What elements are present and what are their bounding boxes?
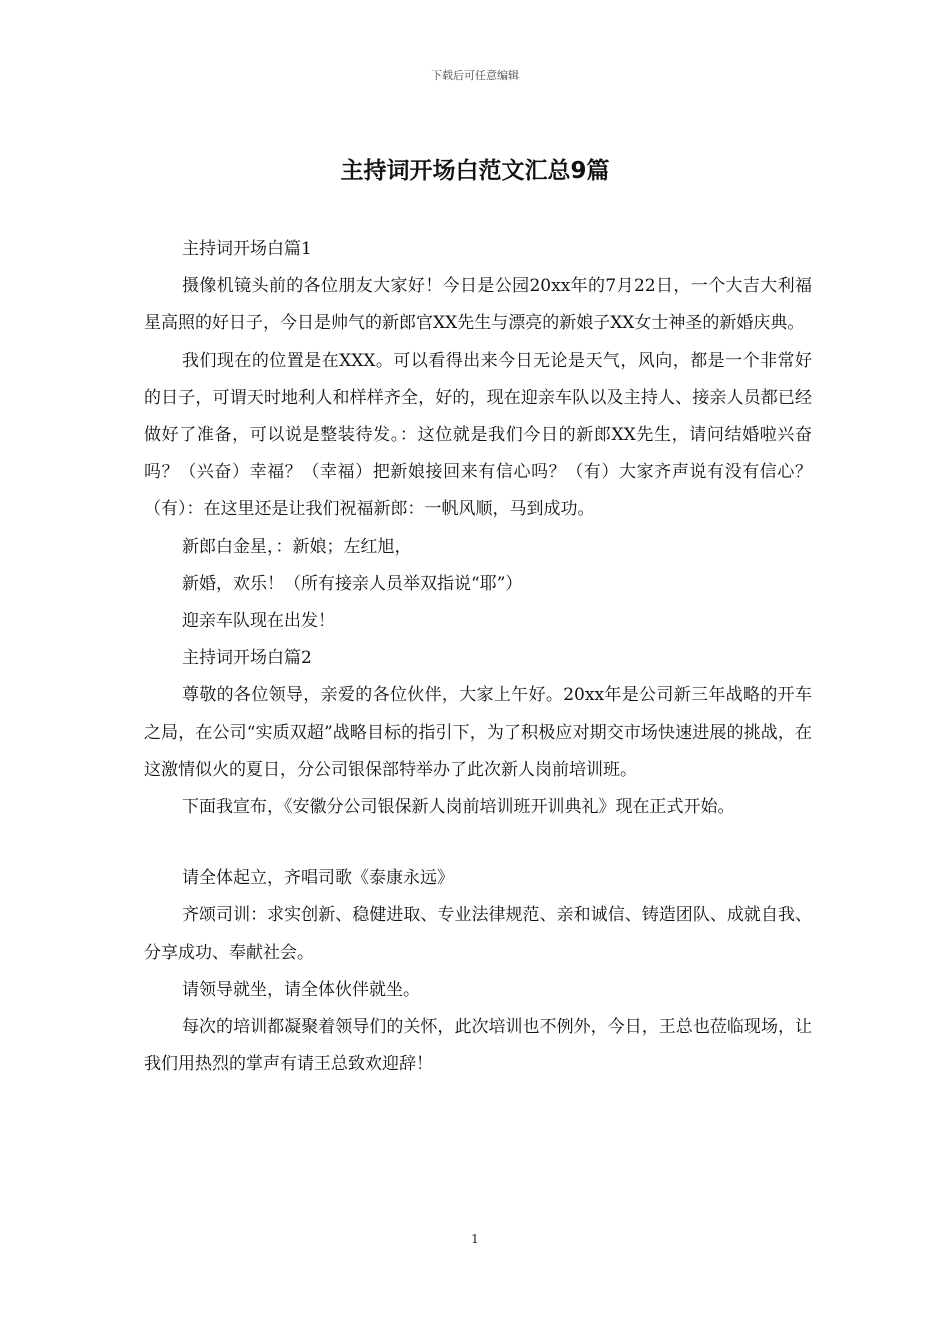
paragraph: 下面我宣布，《安徽分公司银保新人岗前培训班开训典礼》现在正式开始。 (182, 797, 735, 818)
paragraph: 迎亲车队现在出发！ (182, 611, 335, 632)
paragraph: 请全体起立，齐唱司歌《泰康永远》 (182, 868, 454, 889)
paragraph: 每次的培训都凝聚着领导们的关怀，此次培训也不例外，今日，王总也莅临现场，让我们用热烈的掌声有请王总致欢迎辞！ (144, 1017, 812, 1075)
document-title: 主持词开场白范文汇总9篇 (340, 158, 610, 184)
page-header: 下载后可任意编辑 (431, 69, 519, 82)
paragraph: 摄像机镜头前的各位朋友大家好！今日是公园20xx年的7月22日，一个大吉大利福星高照的好日子，今日是帅气的新郎官XX先生与漂亮的新娘子XX女士神圣的新婚庆典。 (144, 276, 812, 334)
paragraph: 齐颂司训：求实创新、稳健进取、专业法律规范、亲和诚信、铸造团队、成就自我、分享成功、奉献社会。 (144, 905, 812, 963)
page-number: 1 (471, 1232, 479, 1246)
paragraph: 尊敬的各位领导，亲爱的各位伙伴，大家上午好。20xx年是公司新三年战略的开车之局，在公司“实质双超”战略目标的指引下，为了积极应对期交市场快速进展的挑战，在这激情似火的夏日，分公司银保部特举办了此次新人岗前培训班。 (144, 685, 812, 780)
section-heading-1: 主持词开场白篇1 (182, 239, 312, 259)
document-body (144, 231, 812, 1083)
paragraph: 请领导就坐，请全体伙伴就坐。 (182, 979, 420, 1000)
section-heading-2: 主持词开场白篇2 (182, 648, 312, 669)
paragraph: 新婚，欢乐！（所有接亲人员举双指说“耶”） (182, 573, 523, 594)
paragraph: 新郎白金星，：新娘；左红旭， (182, 536, 412, 557)
paragraph: 我们现在的位置是在XXX。可以看得出来今日无论是天气，风向，都是一个非常好的日子，可谓天时地利人和样样齐全，好的，现在迎亲车队以及主持人、接亲人员都已经做好了准备，可以说是整装待发。：这位就是我们今日的新郎XX先生，请问结婚啦兴奋吗？（兴奋）幸福？（幸福）把新娘接回来有信心吗？（有）大家齐声说有没有信心？（有）：在这里还是让我们祝福新郎：一帆风顺，马到成功。 (144, 350, 812, 520)
